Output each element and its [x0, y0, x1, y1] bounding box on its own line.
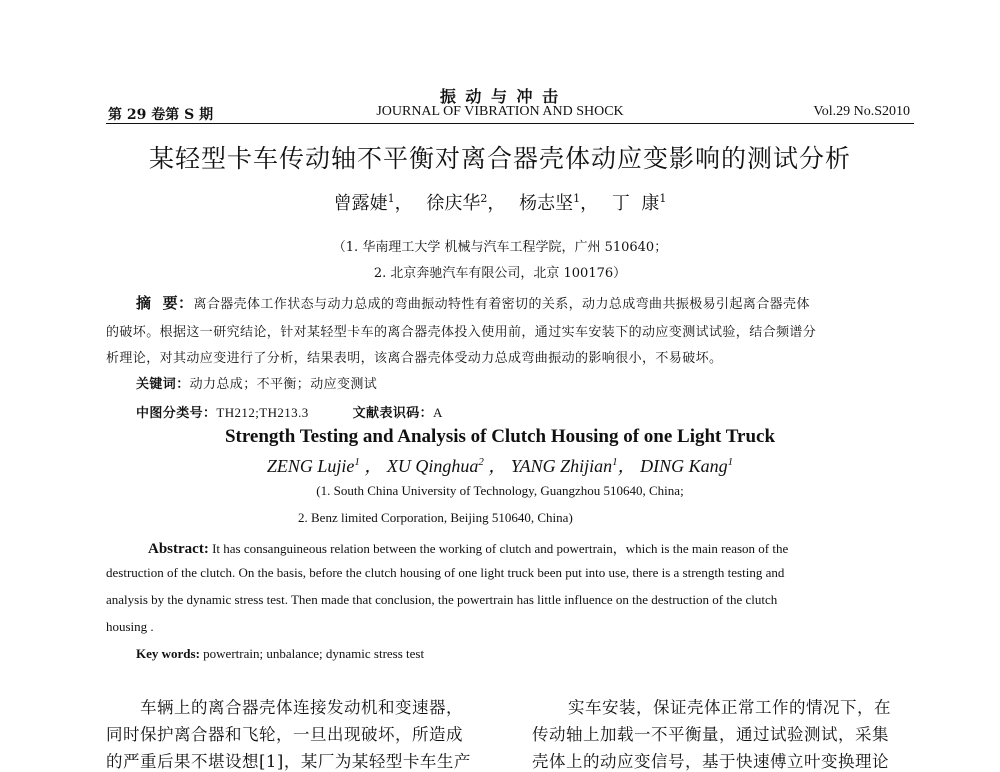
abstract-en-line: Abstract: It has consanguineous relation between the working of clutch and powertrain，which is the main reason of the	[148, 541, 789, 557]
keywords-en: Key words: powertrain; unbalance; dynamic stress test	[136, 646, 425, 661]
author-cn: 徐庆华$^2$，	[426, 192, 506, 214]
author-cn: 杨志坚$^1$，	[519, 192, 599, 214]
affiliation-cn-1: （1. 华南理工大学 机械与汽车工程学院，广州 510640；	[332, 240, 668, 255]
author-en: YANG Zhijian$^1$，	[510, 456, 636, 476]
author-cn: 曾露婕$^1$，	[333, 192, 413, 214]
abstract-cn-line: 摘 要：离合器壳体工作状态与动力总成的弯曲振动特性有着密切的关系，动力总成弯曲共振极易引起离合器壳体	[136, 294, 810, 312]
volume-label: Vol.29 No.S2010	[813, 104, 910, 119]
abstract-cn-line: 的破坏。根据这一研究结论，针对某轻型卡车的离合器壳体投入使用前，通过实车安装下的动应变测试试验，结合频谱分	[106, 325, 817, 340]
header-rule	[106, 123, 914, 124]
body-left-line: 的严重后果不堪设想[1]，某厂为某轻型卡车生产	[106, 752, 471, 771]
body-left-line: 同时保护离合器和飞轮，一旦出现破坏，所造成	[106, 725, 463, 744]
affiliation-en-1: (1. South China University of Technology, Guangzhou 510640, China;	[316, 483, 684, 498]
paper-title-cn: 某轻型卡车传动轴不平衡对离合器壳体动应变影响的测试分析	[148, 144, 851, 173]
body-right-line: 传动轴上加载一不平衡量，通过试验测试，采集	[532, 725, 889, 744]
author-list-en	[0, 452, 1000, 478]
abstract-en-line: housing .	[106, 619, 154, 634]
author-list-cn	[0, 189, 1000, 215]
abstract-en-line: destruction of the clutch. On the basis, before the clutch housing of one light truck been put into use, there is a strength testing and	[106, 565, 785, 580]
abstract-cn-label: 摘 要：	[136, 294, 194, 312]
journal-name-cn: 振 动 与 冲 击	[439, 87, 561, 106]
affiliation-en-2: 2. Benz limited Corporation, Beijing 510640, China)	[298, 510, 573, 525]
author-en: DING Kang$^1$	[640, 456, 734, 476]
author-en: XU Qinghua$^2$ ，	[386, 456, 507, 476]
classification-line: 中图分类号：TH212;TH213.3 文献表识码：A	[136, 405, 443, 421]
author-en: ZENG Lujie$^1$ ，	[266, 456, 383, 476]
affiliation-cn-2: 2. 北京奔驰汽车有限公司，北京 100176）	[373, 266, 627, 281]
keywords-cn: 关键词：动力总成；不平衡；动应变测试	[136, 377, 378, 392]
journal-name-en: JOURNAL OF VIBRATION AND SHOCK	[376, 104, 624, 119]
abstract-en-label: Abstract:	[148, 541, 209, 557]
body-right-line: 实车安装，保证壳体正常工作的情况下，在	[568, 698, 891, 717]
paper-title-en: Strength Testing and Analysis of Clutch Housing of one Light Truck	[224, 426, 776, 447]
body-left-line: 车辆上的离合器壳体连接发动机和变速器，	[140, 698, 463, 717]
author-cn: 丁 康$^1$	[611, 192, 667, 214]
issue-label: 第 29 卷第 S 期	[108, 107, 214, 123]
abstract-cn-line: 析理论，对其动应变进行了分析，结果表明，该离合器壳体受动力总成弯曲振动的影响很小，不易破坏。	[106, 351, 723, 366]
abstract-en-line: analysis by the dynamic stress test. Then made that conclusion, the powertrain has little influence on the destruction of the clutch	[106, 592, 778, 607]
body-right-line: 壳体上的动应变信号，基于快速傅立叶变换理论	[532, 752, 889, 771]
